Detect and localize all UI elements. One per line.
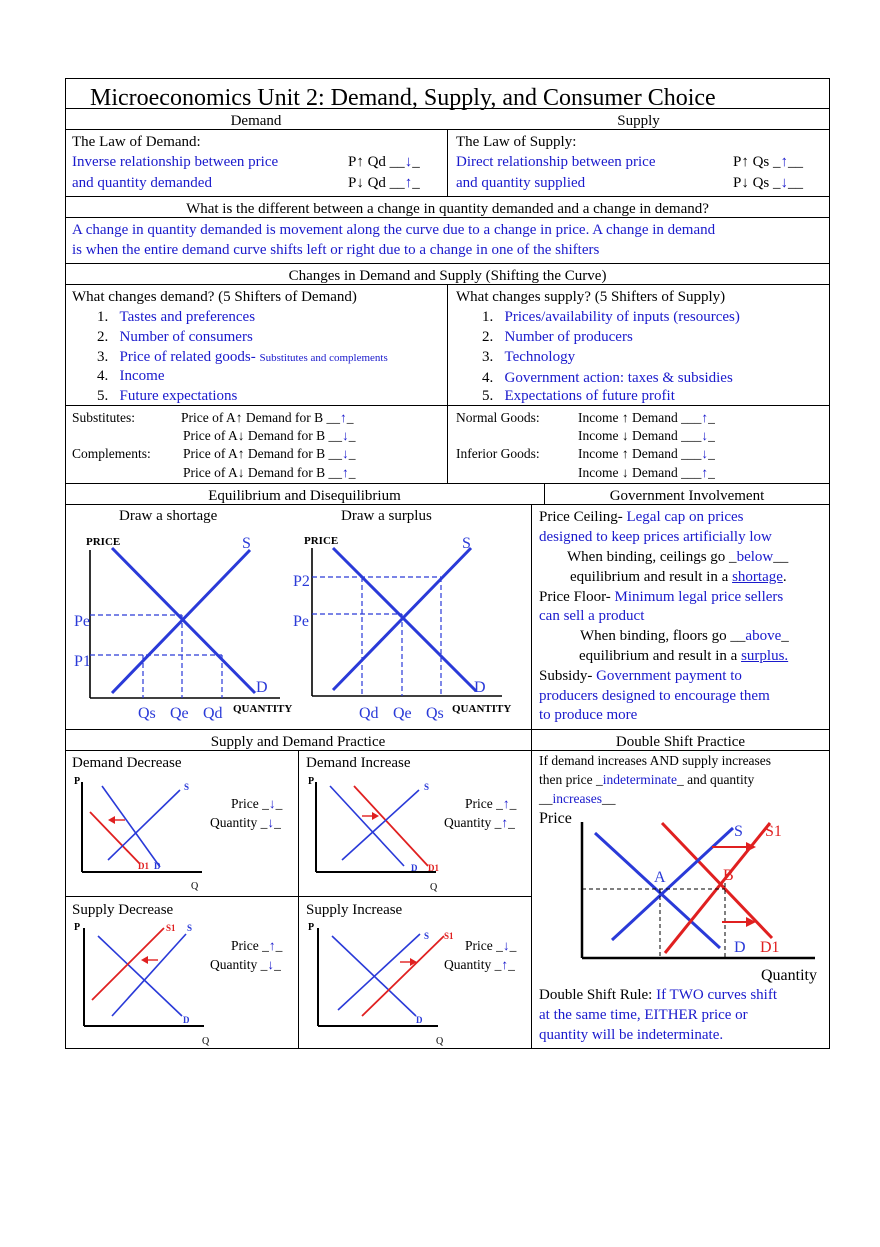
inferior-goods-row1: Income ↑ Demand ___↓_ (578, 446, 715, 461)
demand-increase-title: Demand Increase (306, 755, 411, 771)
supply-shifter-4: 4. Government action: taxes & subsidies (482, 370, 733, 386)
demand-curve (595, 833, 720, 948)
double-shift-line3: __increases__ (539, 791, 616, 806)
supply-shifter-1: 1. Prices/availability of inputs (resources) (482, 309, 740, 325)
law-of-demand-line2: and quantity demanded (72, 175, 212, 191)
price-axis-label: PRICE (304, 535, 339, 547)
surplus-graph (290, 528, 530, 728)
q-axis-label: Q (191, 881, 199, 892)
qe-label: Qe (393, 705, 412, 722)
p-axis-label: P (308, 922, 315, 933)
price-floor-def: Price Floor- Minimum legal price sellers (539, 589, 784, 605)
surplus-title: Draw a surplus (341, 508, 432, 524)
supply-decrease-graph (70, 918, 210, 1046)
shortage-title: Draw a shortage (119, 508, 218, 524)
government-header: Government Involvement (609, 488, 765, 504)
equilibrium-header: Equilibrium and Disequilibrium (208, 488, 401, 504)
practice-header: Supply and Demand Practice (210, 734, 386, 750)
substitutes-row2: Price of A↓ Demand for B __↓_ (183, 428, 356, 443)
double-shift-rule: Double Shift Rule: If TWO curves shift (539, 987, 778, 1003)
qd-label: Qd (359, 705, 379, 722)
supply-price-up: P↑ Qs _↑__ (733, 154, 804, 170)
demand-curve-shifted (354, 786, 428, 866)
demand-curve (330, 786, 404, 866)
inferior-goods-row2: Income ↓ Demand ___↑_ (578, 465, 715, 480)
supply-increase-price: Price _↓_ (465, 938, 517, 953)
question-text: What is the different between a change in quantity demanded and a change in demand? (186, 201, 709, 217)
demand-increase-price: Price _↑_ (465, 796, 517, 811)
supply-price-down: P↓ Qs _↓__ (733, 175, 804, 191)
supply-increase-graph (304, 918, 454, 1046)
double-shift-line1: If demand increases AND supply increases (539, 753, 772, 768)
supply-label: S (734, 823, 743, 840)
supply-label: S (424, 782, 430, 792)
double-shift-quantity-label: Quantity (761, 967, 817, 984)
demand-curve (98, 936, 182, 1016)
quantity-axis-label: QUANTITY (452, 703, 512, 715)
normal-goods-row2: Income ↓ Demand ___↓_ (578, 428, 715, 443)
normal-goods-label: Normal Goods: (456, 410, 540, 425)
price-ceiling-def2: designed to keep prices artificially low (539, 529, 772, 545)
supply-shifters-title: What changes supply? (5 Shifters of Supply) (456, 289, 726, 305)
demand-price-up: P↑ Qd __↓_ (348, 154, 420, 170)
supply-decrease-title: Supply Decrease (72, 902, 174, 918)
quantity-axis-label: QUANTITY (233, 703, 293, 715)
supply-header: Supply (617, 113, 660, 129)
supply-label: S (187, 923, 193, 933)
supply-shifter-5: 5. Expectations of future profit (482, 388, 675, 404)
shortage-graph (70, 528, 310, 728)
divider (447, 284, 448, 483)
price-axis-label: PRICE (86, 536, 121, 548)
qe-label: Qe (170, 705, 189, 722)
demand-decrease-quantity: Quantity _↓_ (210, 815, 281, 830)
page-title: Microeconomics Unit 2: Demand, Supply, and Consumer Choice (90, 85, 716, 111)
complements-label: Complements: (72, 446, 151, 461)
supply-increase-quantity: Quantity _↑_ (444, 957, 515, 972)
supply-curve (112, 550, 250, 693)
qd-label: Qd (203, 705, 223, 722)
demand-shifter-4: 4. Income (97, 368, 165, 384)
s1-label: S1 (765, 823, 782, 840)
price-floor-result: equilibrium and result in a surplus. (579, 648, 789, 664)
demand-decrease-graph (70, 772, 210, 892)
law-of-supply-line1: Direct relationship between price (456, 154, 656, 170)
law-of-supply-title: The Law of Supply: (456, 134, 577, 150)
d1-label: D1 (760, 939, 780, 956)
s1-label: S1 (166, 923, 176, 933)
law-of-demand-title: The Law of Demand: (72, 134, 201, 150)
complements-row2: Price of A↓ Demand for B __↑_ (183, 465, 356, 480)
divider (65, 896, 531, 897)
demand-shifter-2: 2. Number of consumers (97, 329, 253, 345)
d-label: D (411, 863, 418, 873)
price-floor-binding: When binding, floors go __above_ (580, 628, 789, 644)
demand-label: D (734, 939, 746, 956)
point-b-label: B (723, 867, 734, 884)
double-shift-price-label: Price (539, 810, 572, 827)
p-axis-label: P (74, 776, 81, 787)
law-of-supply-line2: and quantity supplied (456, 175, 586, 191)
demand-price-down: P↓ Qd __↑_ (348, 175, 420, 191)
demand-label: D (256, 679, 268, 696)
substitutes-label: Substitutes: (72, 410, 136, 425)
demand-shifter-5: 5. Future expectations (97, 388, 238, 404)
p-axis-label: P (308, 776, 315, 787)
demand-decrease-title: Demand Decrease (72, 755, 182, 771)
price-ceiling-result: equilibrium and result in a shortage. (570, 569, 787, 585)
d-label: D (154, 861, 161, 871)
law-of-demand-line1: Inverse relationship between price (72, 154, 279, 170)
s1-label: S1 (444, 931, 454, 941)
q-axis-label: Q (202, 1036, 210, 1047)
supply-label: S (462, 535, 471, 552)
demand-increase-graph (304, 772, 444, 892)
inferior-goods-label: Inferior Goods: (456, 446, 540, 461)
demand-shifters-title: What changes demand? (5 Shifters of Demand) (72, 289, 357, 305)
supply-decrease-price: Price _↑_ (231, 938, 283, 953)
demand-increase-quantity: Quantity _↑_ (444, 815, 515, 830)
d1-label: D1 (428, 863, 439, 873)
substitutes-row1: Price of A↑ Demand for B __↑_ (181, 410, 354, 425)
divider (65, 729, 830, 730)
price-ceiling-def: Price Ceiling- Legal cap on prices (539, 509, 744, 525)
demand-shifter-1: 1. Tastes and preferences (97, 309, 256, 325)
demand-header: Demand (230, 113, 282, 129)
supply-curve (108, 790, 180, 860)
supply-curve (612, 828, 733, 940)
double-shift-header: Double Shift Practice (615, 734, 746, 750)
double-shift-line2: then price _indeterminate_ and quantity (539, 772, 755, 787)
double-shift-rule3: quantity will be indeterminate. (539, 1027, 724, 1043)
complements-row1: Price of A↑ Demand for B __↓_ (183, 446, 356, 461)
demand-shifter-3: 3. Price of related goods- Substitutes and complements (97, 349, 388, 365)
subsidy-def: Subsidy- Government payment to (539, 668, 742, 684)
supply-label: S (242, 535, 251, 552)
divider (65, 263, 830, 264)
double-shift-rule2: at the same time, EITHER price or (539, 1007, 748, 1023)
pe-label: Pe (74, 613, 90, 630)
price-ceiling-binding: When binding, ceilings go _below__ (567, 549, 789, 565)
subsidy-def3: to produce more (539, 707, 638, 723)
d1-label: D1 (138, 861, 149, 871)
demand-decrease-price: Price _↓_ (231, 796, 283, 811)
divider (531, 504, 532, 1049)
shift-arrowhead (108, 816, 115, 824)
p-axis-label: P (74, 922, 81, 933)
demand-label: D (474, 679, 486, 696)
answer-line2: is when the entire demand curve shifts left or right due to a change in one of the shifters (72, 242, 600, 258)
supply-shifter-2: 2. Number of producers (482, 329, 633, 345)
supply-decrease-quantity: Quantity _↓_ (210, 957, 281, 972)
pe-label: Pe (293, 613, 309, 630)
price-floor-def2: can sell a product (539, 608, 645, 624)
supply-curve (342, 790, 419, 860)
supply-label: S (184, 782, 190, 792)
p1-label: P1 (74, 653, 91, 670)
p2-label: P2 (293, 573, 310, 590)
d-label: D (183, 1015, 190, 1025)
supply-increase-title: Supply Increase (306, 902, 403, 918)
normal-goods-row1: Income ↑ Demand ___↑_ (578, 410, 715, 425)
supply-shifter-3: 3. Technology (482, 349, 576, 365)
q-axis-label: Q (430, 882, 438, 893)
subsidy-def2: producers designed to encourage them (539, 688, 770, 704)
divider (298, 750, 299, 1049)
d-label: D (416, 1015, 423, 1025)
supply-label: S (424, 931, 430, 941)
supply-curve (112, 934, 186, 1016)
qs-label: Qs (138, 705, 156, 722)
double-shift-graph (570, 818, 820, 968)
shifting-header: Changes in Demand and Supply (Shifting the Curve) (288, 268, 607, 284)
qs-label: Qs (426, 705, 444, 722)
answer-line1: A change in quantity demanded is movement along the curve due to a change in price. A change in demand (72, 222, 716, 238)
divider (65, 196, 830, 197)
point-a-label: A (654, 869, 666, 886)
shift-arrowhead (141, 956, 148, 964)
divider (447, 129, 448, 196)
divider (65, 483, 830, 484)
q-axis-label: Q (436, 1036, 444, 1047)
